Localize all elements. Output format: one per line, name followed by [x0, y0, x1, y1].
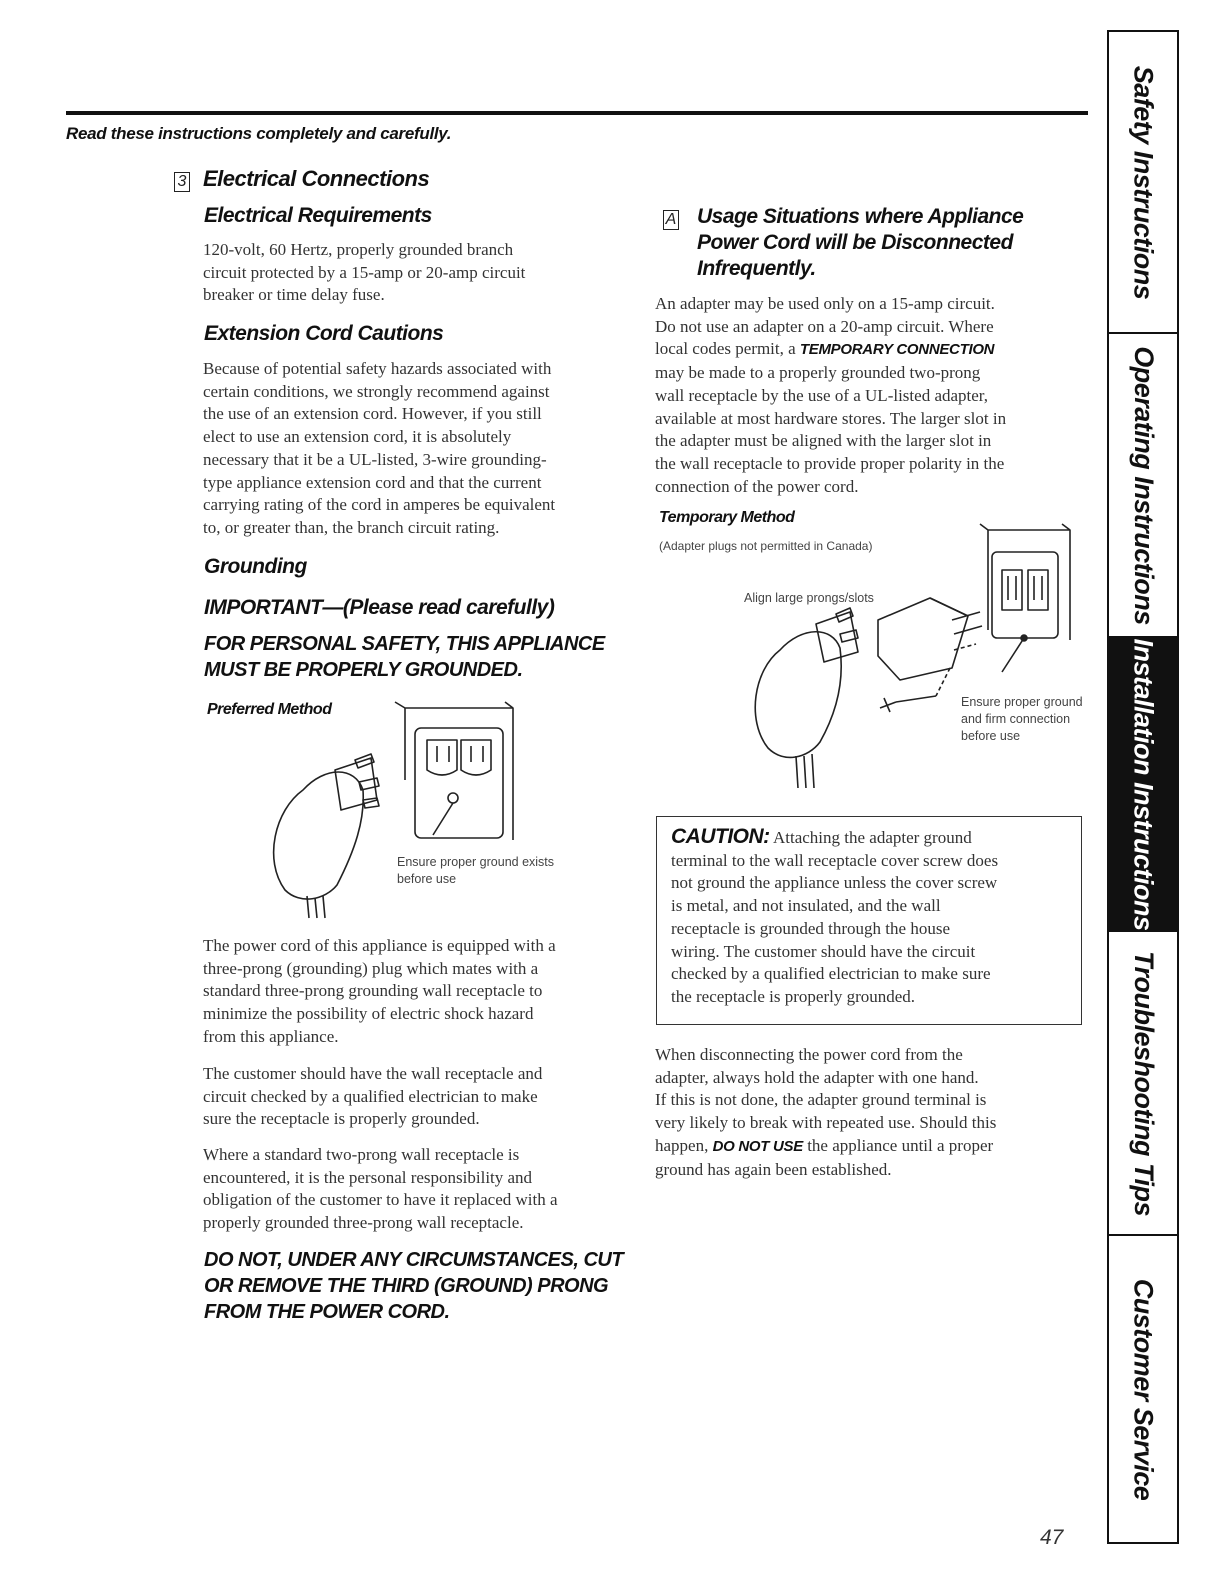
- align-prongs-label: Align large prongs/slots: [744, 591, 874, 605]
- text-line: the adapter must be aligned with the larger slot in: [655, 431, 992, 451]
- text-line: is metal, and not insulated, and the wall: [671, 896, 941, 916]
- canada-note: (Adapter plugs not permitted in Canada): [659, 539, 873, 553]
- disconnect-paragraph: [655, 1044, 996, 1181]
- text-line: standard three-prong grounding wall receptacle to: [203, 981, 543, 1001]
- text-line: obligation of the customer to have it replaced with a: [203, 1190, 558, 1210]
- text-fragment: Attaching the adapter ground: [769, 828, 972, 847]
- pointer-line: [1002, 638, 1024, 672]
- caption-line: Ensure proper ground exists: [397, 855, 555, 869]
- text-line: minimize the possibility of electric shock hazard: [203, 1004, 534, 1024]
- caption-line: Ensure proper ground: [961, 695, 1083, 709]
- text-line: necessary that it be a UL-listed, 3-wire grounding-: [203, 449, 547, 469]
- plug-body: [755, 632, 841, 758]
- temporary-method-label: Temporary Method: [659, 509, 795, 526]
- text-line: very likely to break with repeated use. Should this: [655, 1113, 997, 1133]
- temporary-method-illustration: [740, 520, 1085, 795]
- screw: [880, 698, 896, 712]
- text-line: OR REMOVE THE THIRD (GROUND) PRONG: [204, 1275, 609, 1297]
- text-line: MUST BE PROPERLY GROUNDED.: [204, 659, 523, 681]
- plug-face: [816, 612, 858, 662]
- do-not-use-emphasis: DO NOT USE: [712, 1137, 803, 1155]
- text-line: When disconnecting the power cord from the: [655, 1045, 963, 1064]
- text-line: circuit protected by a 15-amp or 20-amp circuit: [203, 262, 526, 282]
- caution-text: [671, 826, 998, 1009]
- section-title: Electrical Connections: [203, 166, 430, 191]
- adapter-paragraph: [655, 293, 1006, 498]
- text-line: checked by a qualified electrician to make sure: [671, 964, 991, 984]
- text-line: Usage Situations where Appliance: [697, 205, 1024, 228]
- grounding-heading: Grounding: [204, 555, 307, 578]
- text-line: available at most hardware stores. The larger slot in: [655, 408, 1007, 428]
- tab-operating-instructions[interactable]: [1109, 334, 1177, 638]
- text-fragment: happen,: [655, 1135, 713, 1155]
- text-line: not ground the appliance unless the cover screw: [671, 873, 998, 893]
- text-line: DO NOT, UNDER ANY CIRCUMSTANCES, CUT: [204, 1249, 624, 1271]
- power-cord-paragraph: [203, 935, 556, 1049]
- text-line: elect to use an extension cord, it is absolutely: [203, 427, 512, 447]
- prong-warning: [204, 1247, 623, 1325]
- tab-customer-service[interactable]: [1109, 1236, 1177, 1542]
- text-line: Power Cord will be Disconnected: [697, 231, 1013, 254]
- text-line: Do not use an adapter on a 20-amp circuit. Where: [655, 316, 994, 336]
- text-line: An adapter may be used only on a 15-amp circuit.: [655, 294, 995, 313]
- text-line: [655, 1135, 996, 1159]
- text-line: sure the receptacle is properly grounded.: [203, 1109, 480, 1129]
- temporary-connection-emphasis: TEMPORARY CONNECTION: [799, 341, 995, 359]
- text-line: The customer should have the wall receptacle and: [203, 1064, 543, 1083]
- text-line: FOR PERSONAL SAFETY, THIS APPLIANCE: [204, 633, 605, 655]
- preferred-method-label: Preferred Method: [207, 701, 332, 718]
- top-rule: [66, 111, 1088, 115]
- text-line: 120-volt, 60 Hertz, properly grounded branch: [203, 240, 514, 259]
- tab-label: Safety Instructions: [1128, 65, 1159, 299]
- text-line: [655, 338, 1006, 362]
- text-line: wiring. The customer should have the circuit: [671, 941, 976, 961]
- text-line: type appliance extension cord and that the current: [203, 472, 542, 492]
- wall-outline: [980, 524, 1070, 640]
- extension-text: [203, 358, 555, 540]
- tab-installation-instructions[interactable]: [1109, 638, 1177, 932]
- page-number: 47: [1040, 1526, 1064, 1549]
- outlet-cover-plate: [415, 728, 503, 838]
- slot-left: [1002, 570, 1022, 610]
- preferred-figure-caption: [397, 854, 554, 888]
- caution-label: CAUTION:: [671, 825, 770, 848]
- ground-screw: [448, 793, 458, 803]
- text-line: breaker or time delay fuse.: [203, 285, 385, 305]
- plug-body: [274, 772, 364, 899]
- text-line: connection of the power cord.: [655, 476, 859, 496]
- text-line: adapter, always hold the adapter with one hand.: [655, 1067, 979, 1087]
- text-line: Infrequently.: [697, 257, 816, 280]
- section-tabs: [1107, 30, 1179, 1544]
- caption-line: before use: [397, 872, 457, 886]
- usage-heading: [697, 204, 1023, 282]
- important-heading: IMPORTANT—(Please read carefully): [204, 596, 555, 619]
- text-line: encountered, it is the personal responsibility and: [203, 1167, 533, 1187]
- text-line: may be made to a properly grounded two-prong: [655, 363, 981, 383]
- pointer-line: [433, 803, 453, 835]
- text-line: If this is not done, the adapter ground terminal is: [655, 1090, 987, 1110]
- text-fragment: the appliance until a proper: [802, 1135, 994, 1155]
- tab-label: Customer Service: [1128, 1278, 1159, 1500]
- text-line: wall receptacle by the use of a UL-listed adapter,: [655, 385, 989, 405]
- text-line: the receptacle is properly grounded.: [671, 986, 916, 1006]
- text-line: Where a standard two-prong wall receptacle is: [203, 1145, 520, 1164]
- customer-check-paragraph: [203, 1063, 542, 1131]
- safety-statement: [204, 631, 605, 683]
- step-letter-box: A: [663, 210, 679, 230]
- text-line: certain conditions, we strongly recommend against: [203, 381, 550, 401]
- text-line: to, or greater than, the branch circuit rating.: [203, 517, 500, 537]
- receptacle-face-left: [427, 740, 457, 775]
- text-line: Because of potential safety hazards associated with: [203, 359, 552, 378]
- text-line: from this appliance.: [203, 1026, 339, 1046]
- text-line: receptacle is grounded through the house: [671, 918, 950, 938]
- text-line: The power cord of this appliance is equipped with a: [203, 936, 556, 955]
- slot-right: [1028, 570, 1048, 610]
- plug-face: [335, 758, 377, 810]
- text-line: FROM THE POWER CORD.: [204, 1301, 450, 1323]
- text-fragment: local codes permit, a: [655, 339, 800, 359]
- ground-connection-caption: [961, 694, 1083, 745]
- tab-label: Troubleshooting Tips: [1128, 950, 1159, 1216]
- text-line: terminal to the wall receptacle cover screw does: [671, 850, 999, 870]
- step-number-box: 3: [174, 172, 190, 192]
- text-line: circuit checked by a qualified electrician to make: [203, 1086, 538, 1106]
- receptacle-face-right: [461, 740, 491, 775]
- text-line: carrying rating of the cord in amperes be equivalent: [203, 495, 556, 515]
- caption-line: before use: [961, 729, 1021, 743]
- text-line: the wall receptacle to provide proper polarity in the: [655, 453, 1005, 473]
- tab-label: Installation Instructions: [1128, 638, 1159, 931]
- tab-safety-instructions[interactable]: [1109, 32, 1177, 334]
- requirements-text: [203, 239, 525, 307]
- intro-line: Read these instructions completely and carefully.: [66, 124, 452, 143]
- text-line: properly grounded three-prong wall receptacle.: [203, 1213, 524, 1233]
- extension-heading: Extension Cord Cautions: [204, 322, 444, 345]
- text-line: three-prong (grounding) plug which mates with a: [203, 958, 539, 978]
- text-line: [671, 826, 998, 850]
- caption-line: and firm connection: [961, 712, 1071, 726]
- text-line: ground has again been established.: [655, 1159, 892, 1179]
- tab-troubleshooting-tips[interactable]: [1109, 932, 1177, 1236]
- two-prong-paragraph: [203, 1144, 558, 1235]
- requirements-heading: Electrical Requirements: [204, 204, 432, 227]
- tab-label: Operating Instructions: [1128, 345, 1159, 625]
- text-line: the use of an extension cord. However, if you still: [203, 404, 542, 424]
